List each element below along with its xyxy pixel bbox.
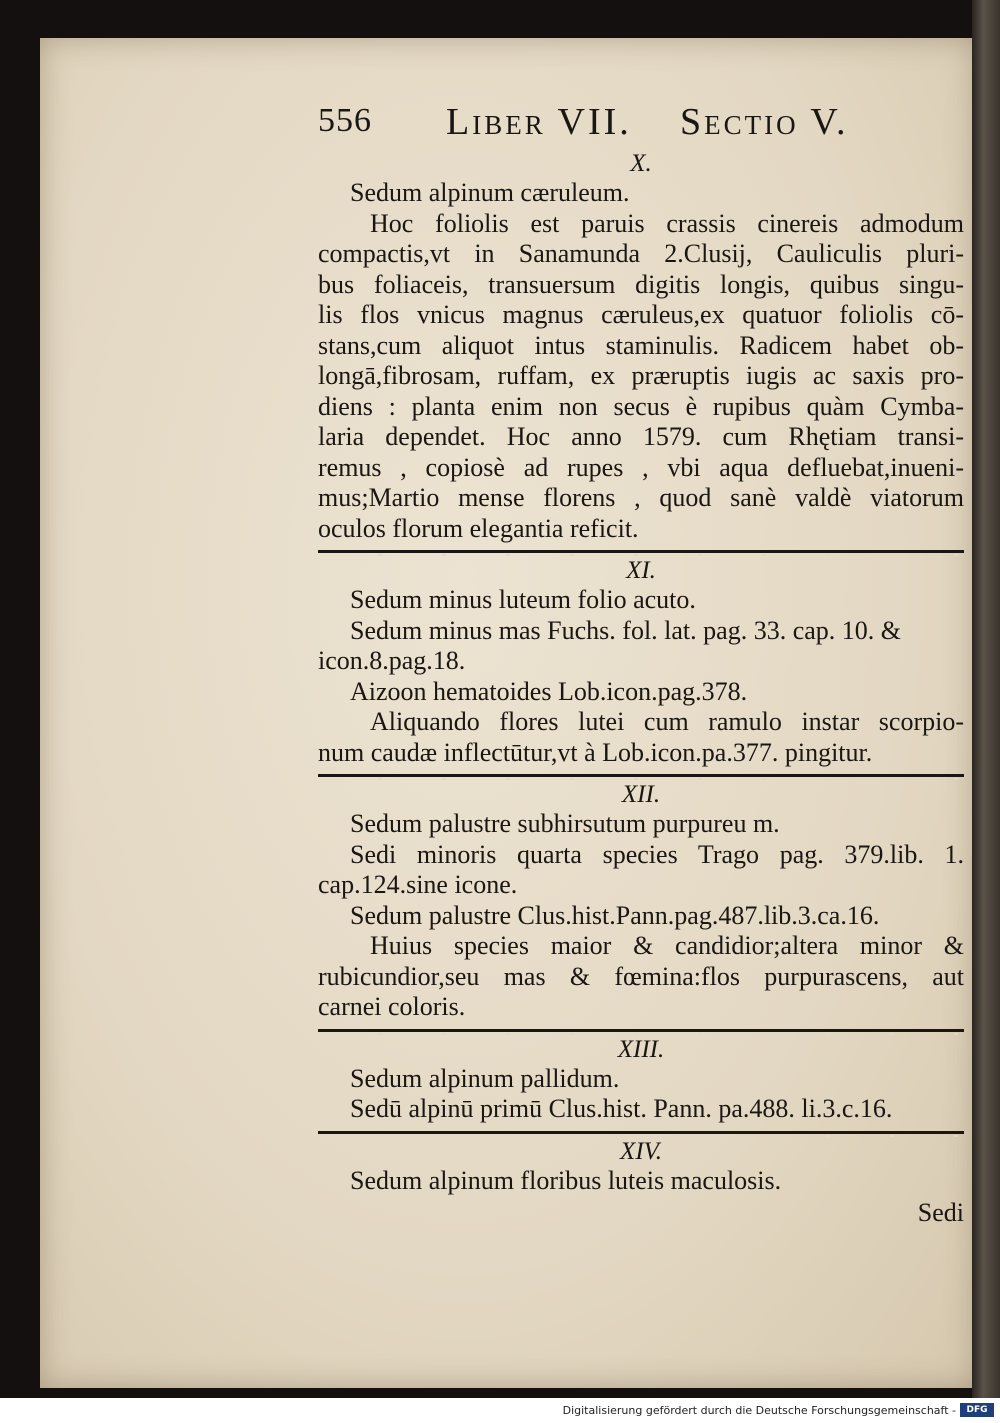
text-line: Hoc foliolis est paruis crassis cinereis admodum: [370, 208, 964, 238]
section-number: XI.: [626, 557, 656, 584]
text-line: longā,fibrosam, ruffam, ex præruptis iugis ac saxis pro-: [318, 361, 964, 390]
running-head-liber: Liber VII.: [446, 101, 632, 143]
text-line: Sedum palustre Clus.hist.Pann.pag.487.lib.3.ca.16.: [350, 900, 880, 930]
text-line: compactis,vt in Sanamunda 2.Clusij, Cauliculis pluri-: [318, 239, 964, 268]
text-line: Sedum minus mas Fuchs. fol. lat. pag. 33. cap. 10. &: [350, 615, 902, 645]
text-line: num caudæ inflectūtur,vt à Lob.icon.pa.377. pingitur.: [318, 737, 873, 767]
section-title: Sedum alpinum cæruleum.: [350, 178, 630, 207]
text-line: Sedū alpinū primū Clus.hist. Pann. pa.488. li.3.c.16.: [350, 1094, 893, 1123]
text-line: carnei coloris.: [318, 992, 466, 1021]
section-title: Sedum alpinum pallidum.: [350, 1063, 620, 1093]
text-line: laria dependet. Hoc anno 1579. cum Rhętiam transi-: [318, 422, 964, 451]
section-divider: [318, 1029, 964, 1032]
text-line: lis flos vnicus magnus cæruleus,ex quatuor foliolis cō-: [318, 300, 964, 329]
section-number: XIV.: [620, 1137, 662, 1165]
catchword: Sedi: [917, 1198, 964, 1227]
book-edge: [972, 0, 1000, 1398]
section-title: Sedum alpinum floribus luteis maculosis.: [350, 1165, 782, 1195]
dfg-logo: DFG: [960, 1403, 994, 1417]
text-line: mus;Martio mense florens , quod sanè valdè viatorum: [318, 483, 964, 512]
text-line: Huius species maior & candidior;altera minor &: [370, 931, 964, 960]
section-number: XIII.: [617, 1035, 665, 1063]
footer-bar: [0, 1398, 1000, 1423]
text-line: Aliquando flores lutei cum ramulo instar scorpio-: [370, 707, 964, 736]
text-line: diens : planta enim non secus è rupibus quàm Cymba-: [318, 391, 964, 421]
section-divider: [318, 550, 964, 553]
running-head: [318, 100, 964, 150]
page-number: 556: [318, 102, 372, 139]
section-title: Sedum palustre subhirsutum purpureu m.: [350, 809, 780, 838]
text-line: remus , copiosè ad rupes , vbi aqua defluebat,inueni-: [318, 452, 964, 482]
footer-credit: Digitalisierung gefördert durch die Deutsche Forschungsgemeinschaft -: [562, 1404, 956, 1417]
text-line: stans,cum aliquot intus staminulis. Radicem habet ob-: [318, 330, 964, 360]
text-line: oculos florum elegantia reficit.: [318, 513, 639, 543]
text-line: icon.8.pag.18.: [318, 646, 466, 675]
section-divider: [318, 774, 964, 777]
running-head-sectio: Sectio V.: [680, 101, 849, 143]
text-line: bus foliaceis, transuersum digitis longis, quibus singu-: [318, 269, 964, 299]
section-number: XII.: [621, 781, 661, 808]
text-line: Aizoon hematoides Lob.icon.pag.378.: [350, 676, 748, 706]
text-line: cap.124.sine icone.: [318, 870, 518, 899]
section-divider: [318, 1131, 964, 1134]
text-line: Sedi minoris quarta species Trago pag. 379.lib. 1.: [350, 839, 964, 869]
text-line: rubicundior,seu mas & fœmina:flos purpurascens, aut: [318, 961, 964, 991]
section-title: Sedum minus luteum folio acuto.: [350, 585, 696, 614]
section-number: X.: [630, 150, 652, 177]
page-content: [318, 100, 964, 1228]
